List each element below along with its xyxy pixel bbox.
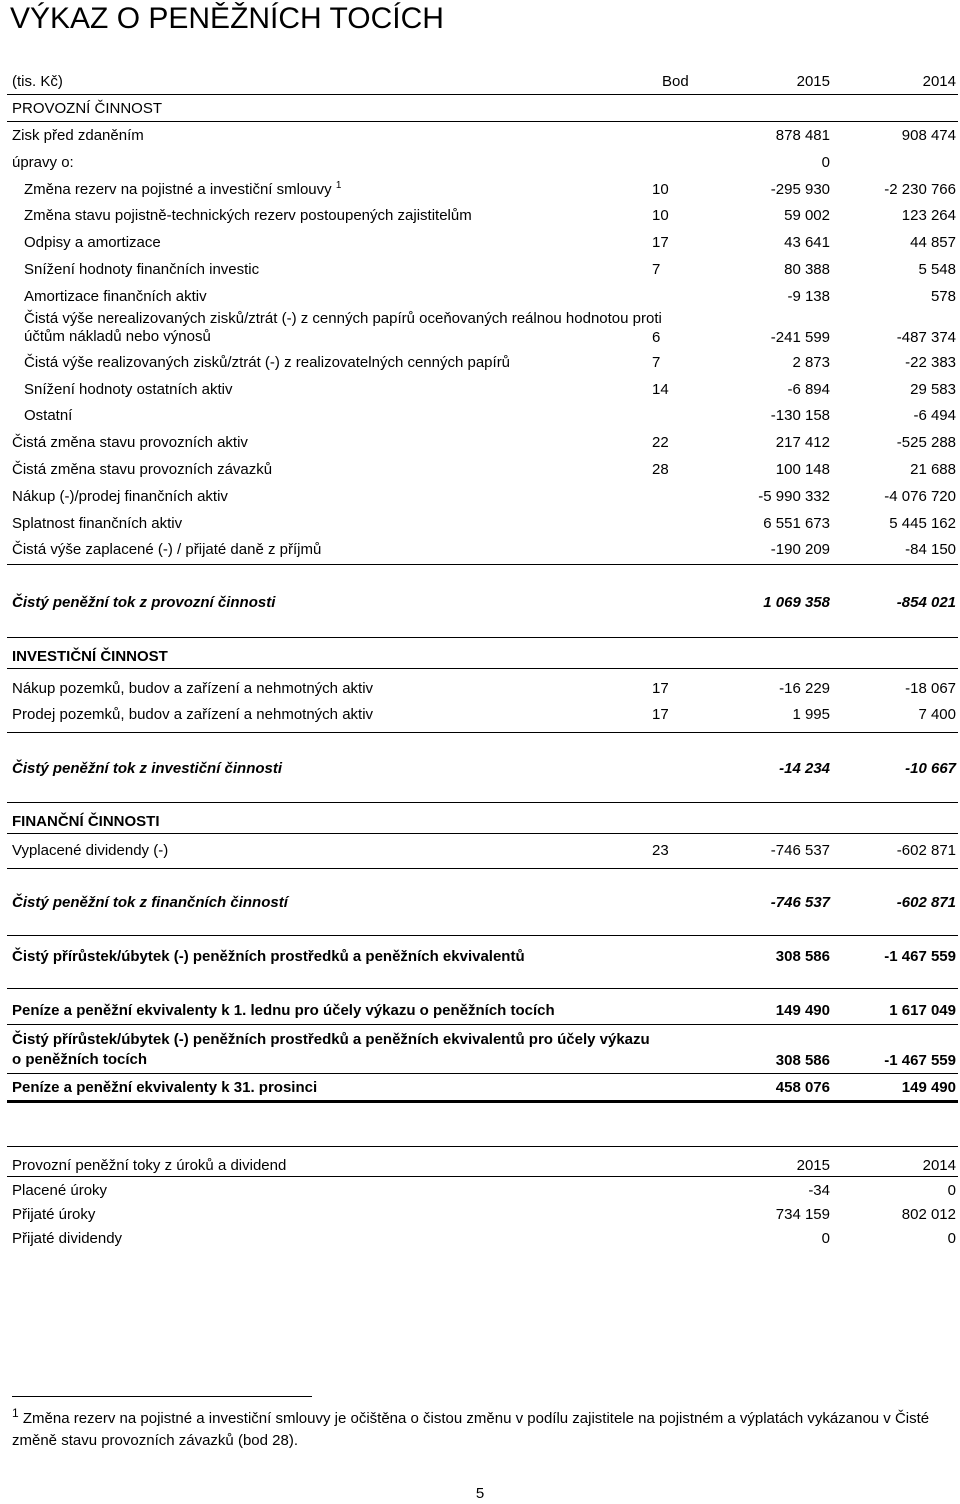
table-row (12, 1178, 956, 1204)
interest-heading: Provozní peněžní toky z úroků a dividend (12, 1157, 287, 1174)
row-note: 17 (652, 706, 669, 723)
row-label: Čistá změna stavu provozních aktiv (12, 434, 248, 451)
summary-value-2014: -1 467 559 (884, 1052, 956, 1069)
row-value-2014: 123 264 (901, 207, 956, 224)
row-label: Zisk před zdaněním (12, 127, 144, 144)
summary-value-2014: 1 617 049 (889, 1002, 956, 1019)
divider (7, 988, 958, 989)
table-row (12, 676, 956, 702)
divider (7, 668, 958, 669)
row-value-2014: 5 548 (918, 261, 956, 278)
row-value-2014: 29 583 (910, 381, 956, 398)
row-label: Snížení hodnoty ostatních aktiv (24, 381, 233, 398)
row-label: Placené úroky (12, 1182, 108, 1199)
row-value-2015: 80 388 (784, 261, 830, 278)
section-heading-label: INVESTIČNÍ ČINNOST (12, 648, 168, 665)
row-value-2015: -16 229 (779, 680, 830, 697)
section-heading-financing (12, 809, 956, 835)
row-note: 10 (652, 181, 669, 198)
table-row (12, 537, 956, 563)
row-label: Nákup pozemků, budov a zařízení a nehmotných aktiv (12, 680, 374, 697)
table-row (12, 123, 956, 149)
row-note: 10 (652, 207, 669, 224)
row-value-2015: -6 894 (787, 381, 830, 398)
footnote-marker: 1 (12, 1406, 19, 1420)
row-value-2015: 734 159 (775, 1206, 830, 1223)
divider (7, 94, 958, 95)
row-value-2014: 802 012 (901, 1206, 956, 1223)
row-note: 7 (652, 354, 661, 371)
row-value-2015: -5 990 332 (758, 488, 830, 505)
divider (7, 833, 958, 834)
divider (7, 935, 958, 936)
row-note: 23 (652, 842, 669, 859)
col-note-header: Bod (662, 73, 689, 90)
divider (7, 732, 958, 733)
row-label: Změna stavu pojistně-technických rezerv postoupených zajistitelům (24, 207, 472, 224)
row-value-2014: -6 494 (913, 407, 956, 424)
total-row-financing (12, 890, 956, 916)
total-value-2015: -14 234 (779, 760, 830, 777)
row-note: 17 (652, 680, 669, 697)
footnote-divider (12, 1396, 312, 1397)
row-label: Ostatní (24, 407, 73, 424)
table-row (12, 1202, 956, 1228)
row-label: Přijaté úroky (12, 1206, 96, 1223)
divider (7, 1024, 958, 1025)
total-label: Čistý peněžní tok z investiční činnosti (12, 760, 283, 777)
row-label: úpravy o: (12, 154, 74, 171)
summary-row-closing (12, 1075, 956, 1101)
row-value-2015: -190 209 (770, 541, 830, 558)
table-row (12, 350, 956, 376)
row-label (24, 177, 341, 203)
section-heading-label: PROVOZNÍ ČINNOST (12, 100, 163, 117)
footnote-marker: 1 (335, 180, 342, 191)
col-2015-header: 2015 (796, 73, 830, 90)
summary-value-2015: 308 586 (775, 1052, 830, 1069)
page-title: VÝKAZ O PENĚŽNÍCH TOCÍCH (10, 2, 444, 35)
table-row (12, 702, 956, 728)
row-label: Snížení hodnoty finančních investic (24, 261, 260, 278)
row-value-2015: -241 599 (770, 329, 830, 346)
row-value-2015: -295 930 (770, 181, 830, 198)
divider (7, 802, 958, 803)
row-value-2014: 5 445 162 (889, 515, 956, 532)
table-row (12, 257, 956, 283)
summary-label: Peníze a peněžní ekvivalenty k 31. prosinci (12, 1079, 318, 1096)
row-label: Čistá změna stavu provozních závazků (12, 461, 273, 478)
row-note: 17 (652, 234, 669, 251)
divider (7, 1176, 958, 1177)
table-row (12, 838, 956, 864)
summary-value-2015: 149 490 (775, 1002, 830, 1019)
row-value-2015: 2 873 (792, 354, 830, 371)
col-2014-header: 2014 (922, 73, 956, 90)
total-label: Čistý peněžní tok z finančních činností (12, 894, 288, 911)
row-note: 28 (652, 461, 669, 478)
row-value-2014: -84 150 (905, 541, 956, 558)
divider (7, 1073, 958, 1074)
row-value-2014: -18 067 (905, 680, 956, 697)
section-heading-investing (12, 644, 956, 670)
row-note: 22 (652, 434, 669, 451)
table-row (12, 1226, 956, 1252)
row-value-2014: -602 871 (896, 842, 956, 859)
total-value-2014: -854 021 (896, 594, 956, 611)
table-row (12, 484, 956, 510)
row-value-2014: -4 076 720 (884, 488, 956, 505)
divider (7, 637, 958, 638)
table-row (12, 230, 956, 256)
summary-value-2015: 308 586 (775, 948, 830, 965)
row-note: 6 (652, 329, 661, 346)
row-value-2014: 578 (930, 288, 956, 305)
row-note: 7 (652, 261, 661, 278)
row-value-2014: 44 857 (910, 234, 956, 251)
row-label: Přijaté dividendy (12, 1230, 123, 1247)
row-value-2014: 7 400 (918, 706, 956, 723)
row-value-2014: -525 288 (896, 434, 956, 451)
summary-label: Čistý přírůstek/úbytek (-) peněžních prostředků a peněžních ekvivalentů pro účely výkazu o peněžních tocích (12, 1031, 650, 1068)
table-row (12, 430, 956, 456)
row-value-2015: 1 995 (792, 706, 830, 723)
divider (7, 564, 958, 565)
divider (7, 1146, 958, 1147)
total-row-operating (12, 590, 956, 616)
row-value-2015: -34 (808, 1182, 830, 1199)
row-value-2015: -130 158 (770, 407, 830, 424)
row-value-2014: 908 474 (901, 127, 956, 144)
row-value-2015: -746 537 (770, 842, 830, 859)
summary-value-2014: -1 467 559 (884, 948, 956, 965)
row-label: Splatnost finančních aktiv (12, 515, 183, 532)
row-label: Čistá výše nerealizovaných zisků/ztrát (-) z cenných papírů oceňovaných reálnou hodnotou proti účtům nákladů nebo výnosů (24, 310, 662, 345)
row-value-2015: 100 148 (775, 461, 830, 478)
column-header (12, 69, 956, 95)
row-value-2015: 0 (821, 1230, 830, 1247)
row-value-2015: 43 641 (784, 234, 830, 251)
footnote-text: Změna rezerv na pojistné a investiční smlouvy je očištěna o čistou změnu v podílu zajistitele na pojistném a výplatách vykázanou v Čisté změně stavu provozních závazků (bod 28). (12, 1410, 930, 1449)
summary-label: Peníze a peněžní ekvivalenty k 1. lednu pro účely výkazu o peněžních tocích (12, 1002, 555, 1019)
row-label: Čistá výše zaplacené (-) / přijaté daně z příjmů (12, 541, 322, 558)
table-row (12, 150, 956, 176)
row-value-2014: -22 383 (905, 354, 956, 371)
table-row (12, 203, 956, 229)
total-value-2014: -602 871 (896, 894, 956, 911)
page-number: 5 (475, 1485, 485, 1502)
total-value-2014: -10 667 (905, 760, 956, 777)
row-label: Amortizace finančních aktiv (24, 288, 207, 305)
summary-value-2015: 458 076 (775, 1079, 830, 1096)
section-heading-label: FINANČNÍ ČINNOSTI (12, 813, 160, 830)
total-label: Čistý peněžní tok z provozní činnosti (12, 594, 276, 611)
row-label: Čistá výše realizovaných zisků/ztrát (-) z realizovatelných cenných papírů (24, 354, 511, 371)
row-label-text: Změna rezerv na pojistné a investiční smlouvy (24, 181, 332, 198)
total-row-investing (12, 756, 956, 782)
row-value-2014: -2 230 766 (884, 181, 956, 198)
summary-row-net-change-2 (12, 1030, 956, 1074)
row-label: Prodej pozemků, budov a zařízení a nehmotných aktiv (12, 706, 374, 723)
table-row (12, 377, 956, 403)
section-heading-operating (12, 96, 956, 122)
row-value-2015: 0 (821, 154, 830, 171)
row-value-2015: -9 138 (787, 288, 830, 305)
table-row (12, 403, 956, 429)
summary-row-net-change (12, 944, 956, 970)
summary-row-opening (12, 998, 956, 1024)
summary-value-2014: 149 490 (901, 1079, 956, 1096)
total-value-2015: 1 069 358 (763, 594, 830, 611)
table-row (12, 308, 956, 348)
row-value-2014: 0 (947, 1230, 956, 1247)
row-label: Vyplacené dividendy (-) (12, 842, 169, 859)
table-row (12, 511, 956, 537)
row-value-2015: 59 002 (784, 207, 830, 224)
table-row (12, 177, 956, 203)
col-2015-header: 2015 (796, 1157, 830, 1174)
row-value-2015: 6 551 673 (763, 515, 830, 532)
row-value-2014: 21 688 (910, 461, 956, 478)
row-label: Odpisy a amortizace (24, 234, 161, 251)
divider-thick (7, 1100, 958, 1103)
row-value-2014: -487 374 (896, 329, 956, 346)
row-value-2015: 217 412 (775, 434, 830, 451)
divider (7, 121, 958, 122)
divider (7, 868, 958, 869)
table-row (12, 457, 956, 483)
row-note: 14 (652, 381, 669, 398)
summary-label: Čistý přírůstek/úbytek (-) peněžních prostředků a peněžních ekvivalentů (12, 948, 525, 965)
col-2014-header: 2014 (922, 1157, 956, 1174)
footnote (12, 1408, 942, 1452)
total-value-2015: -746 537 (770, 894, 830, 911)
row-value-2014: 0 (947, 1182, 956, 1199)
unit-label: (tis. Kč) (12, 73, 63, 90)
table-row (12, 284, 956, 310)
row-value-2015: 878 481 (775, 127, 830, 144)
row-label: Nákup (-)/prodej finančních aktiv (12, 488, 228, 505)
